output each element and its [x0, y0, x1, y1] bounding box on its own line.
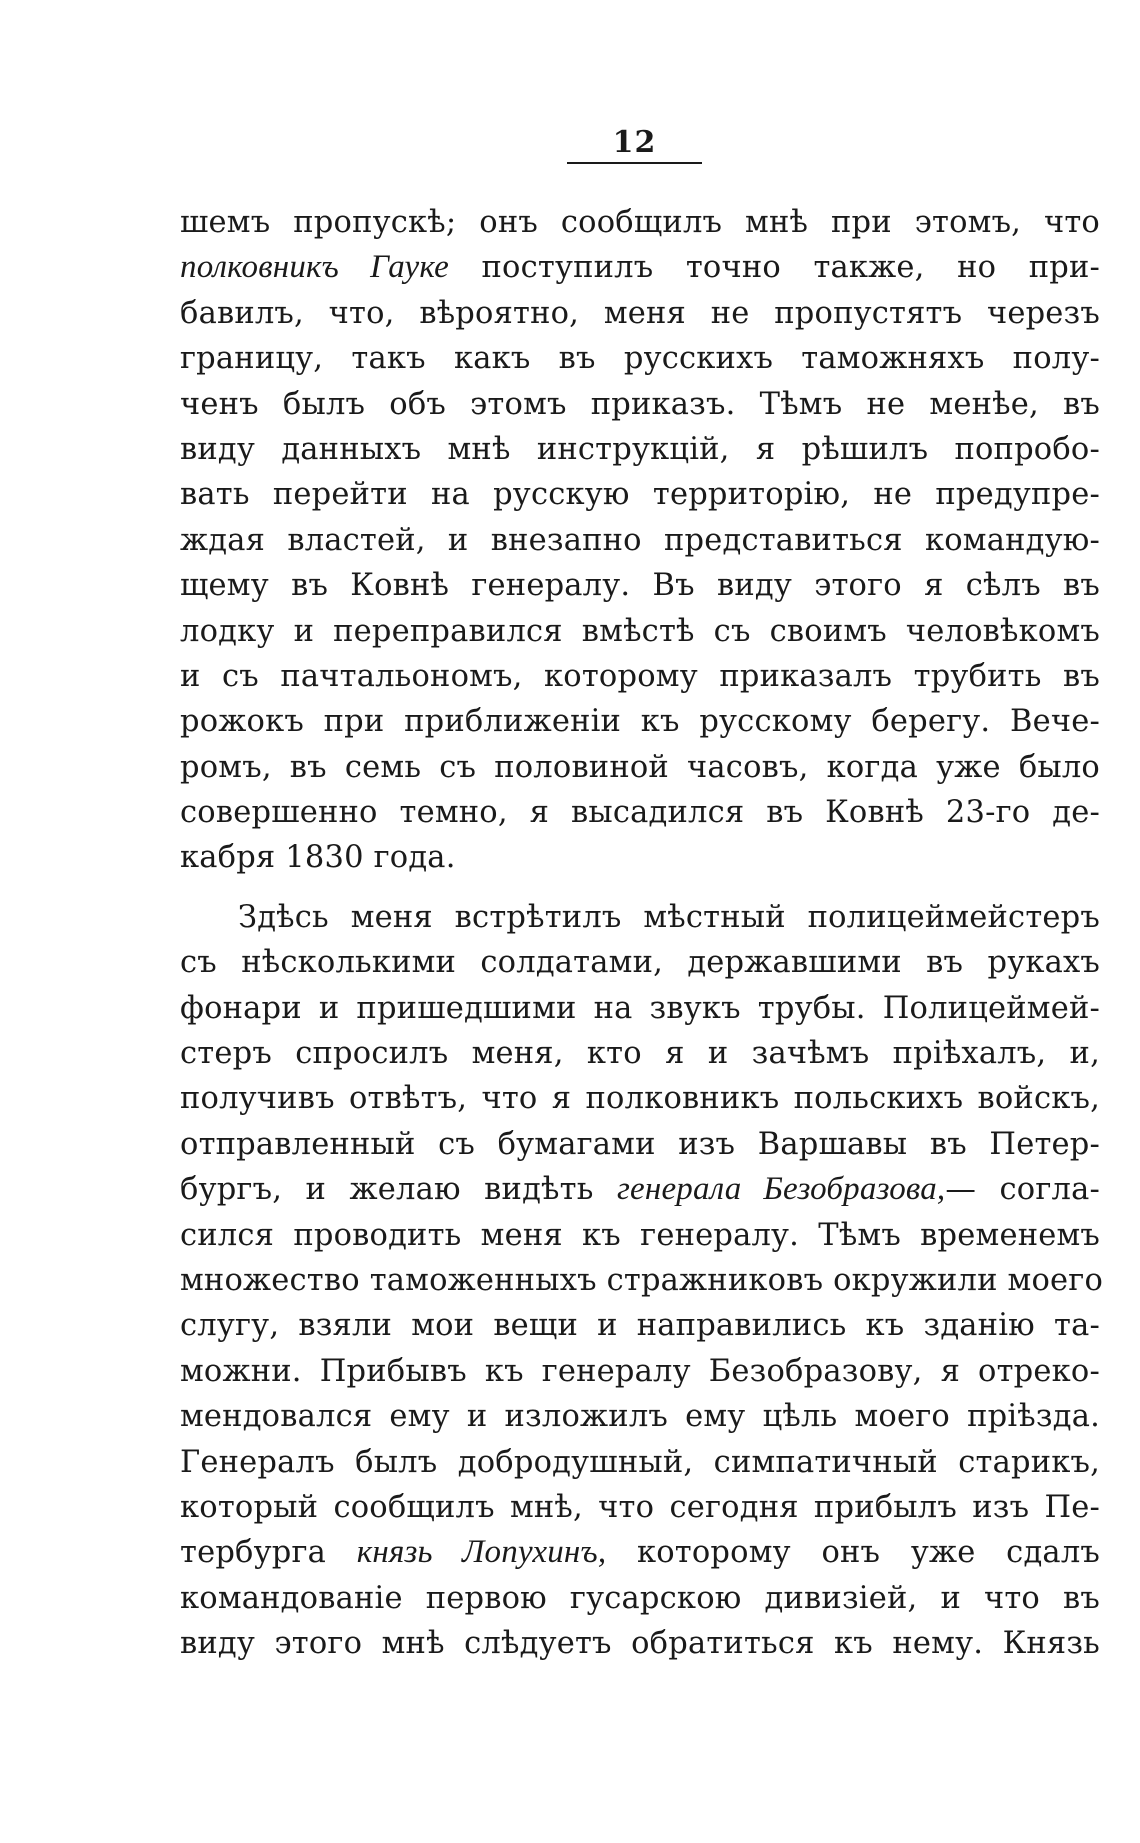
text-line — [180, 245, 1100, 290]
text-line — [180, 1349, 1100, 1394]
text-segment: — согла- — [945, 1172, 1100, 1208]
paragraph — [180, 895, 1104, 1667]
text-segment: съ нѣсколькими солдатами, державшими въ рукахъ — [180, 945, 1100, 981]
text-line — [180, 336, 1100, 381]
text-line — [180, 472, 1100, 517]
text-segment: получивъ отвѣтъ, что я полковникъ польскихъ войскъ, — [180, 1081, 1100, 1117]
text-line — [180, 1485, 1100, 1530]
text-segment: тербурга — [180, 1535, 357, 1571]
text-line — [180, 427, 1100, 472]
text-line — [180, 1213, 1100, 1258]
text-segment: множество таможенныхъ стражниковъ окружили моего — [180, 1262, 1104, 1298]
text-segment: ждая властей, и внезапно представиться командую- — [180, 522, 1100, 558]
text-line — [180, 563, 1100, 608]
italic-name: князь Лопухинъ, — [356, 1534, 607, 1571]
text-segment: ромъ, въ семь съ половиной часовъ, когда уже было — [180, 749, 1100, 785]
text-segment: отправленный съ бумагами изъ Варшавы въ Петер- — [180, 1126, 1100, 1162]
text-segment: сился проводить меня къ генералу. Тѣмъ временемъ — [180, 1217, 1100, 1253]
page-number-rule — [567, 162, 702, 164]
text-line — [180, 1076, 1100, 1121]
paragraph — [180, 200, 1100, 881]
text-segment: бавилъ, что, вѣроятно, меня не пропустятъ черезъ — [180, 295, 1100, 331]
italic-name: генерала Безобразова, — [616, 1171, 946, 1208]
text-line — [180, 1530, 1100, 1575]
text-segment: слугу, взяли мои вещи и направились къ зданію та- — [180, 1308, 1100, 1344]
page-number: 12 — [612, 125, 657, 160]
text-segment: Здѣсь меня встрѣтилъ мѣстный полицеймейстеръ — [238, 899, 1100, 935]
text-segment: бургъ, и желаю видѣть — [180, 1172, 617, 1208]
text-segment: стеръ спросилъ меня, кто я и зачѣмъ пріѣхалъ, и, — [180, 1036, 1100, 1072]
text-segment: который сообщилъ мнѣ, что сегодня прибылъ изъ Пе- — [180, 1489, 1100, 1525]
text-segment: совершенно темно, я высадился въ Ковнѣ 23-го де- — [180, 795, 1100, 831]
text-line — [180, 382, 1100, 427]
text-segment: которому онъ уже сдалъ — [606, 1535, 1100, 1571]
text-segment: командованіе первою гусарскою дивизіей, и что въ — [180, 1580, 1100, 1616]
text-line — [180, 895, 1100, 940]
text-line — [180, 291, 1100, 336]
text-line — [180, 609, 1100, 654]
text-segment: виду данныхъ мнѣ инструкцій, я рѣшилъ попробо- — [180, 431, 1100, 467]
text-line — [180, 1394, 1100, 1439]
body-text — [180, 200, 1104, 1667]
text-segment: границу, такъ какъ въ русскихъ таможняхъ полу- — [180, 341, 1100, 377]
text-segment: ченъ былъ объ этомъ приказъ. Тѣмъ не менѣе, въ — [180, 386, 1100, 422]
text-segment: Генералъ былъ добродушный, симпатичный старикъ, — [180, 1444, 1100, 1480]
text-segment: шемъ пропускѣ; онъ сообщилъ мнѣ при этомъ, что — [180, 205, 1100, 240]
text-segment: мендовался ему и изложилъ ему цѣль моего пріѣзда. — [180, 1399, 1100, 1435]
text-line — [180, 790, 1100, 835]
text-line — [180, 1167, 1100, 1212]
text-line — [180, 518, 1100, 563]
text-line — [180, 1576, 1100, 1621]
text-line — [180, 1303, 1100, 1348]
text-line — [180, 699, 1100, 744]
text-line — [180, 1031, 1100, 1076]
text-line — [180, 986, 1100, 1031]
text-segment: щему въ Ковнѣ генералу. Въ виду этого я сѣлъ въ — [180, 568, 1100, 604]
text-segment: рожокъ при приближеніи къ русскому берегу. Вече- — [180, 704, 1100, 740]
text-segment: поступилъ точно также, но при- — [449, 250, 1100, 286]
text-line — [180, 1621, 1100, 1666]
text-segment: и съ пачтальономъ, которому приказалъ трубить въ — [180, 658, 1100, 694]
text-line — [180, 200, 1100, 245]
text-line — [180, 1440, 1100, 1485]
text-line — [180, 745, 1100, 790]
text-line — [180, 940, 1100, 985]
text-segment: виду этого мнѣ слѣдуетъ обратиться къ нему. Князь — [180, 1626, 1100, 1662]
text-line — [180, 835, 1100, 880]
text-segment: лодку и переправился вмѣстѣ съ своимъ человѣкомъ — [180, 613, 1100, 649]
text-segment: вать перейти на русскую территорію, не предупре- — [180, 477, 1100, 513]
text-segment: кабря 1830 года. — [180, 840, 456, 876]
text-segment: фонари и пришедшими на звукъ трубы. Полицеймей- — [180, 990, 1100, 1026]
text-segment: можни. Прибывъ къ генералу Безобразову, я отреко- — [180, 1353, 1100, 1389]
text-line — [180, 1258, 1104, 1303]
text-line — [180, 654, 1100, 699]
italic-name: полковникъ Гауке — [180, 249, 449, 286]
text-line — [180, 1122, 1100, 1167]
